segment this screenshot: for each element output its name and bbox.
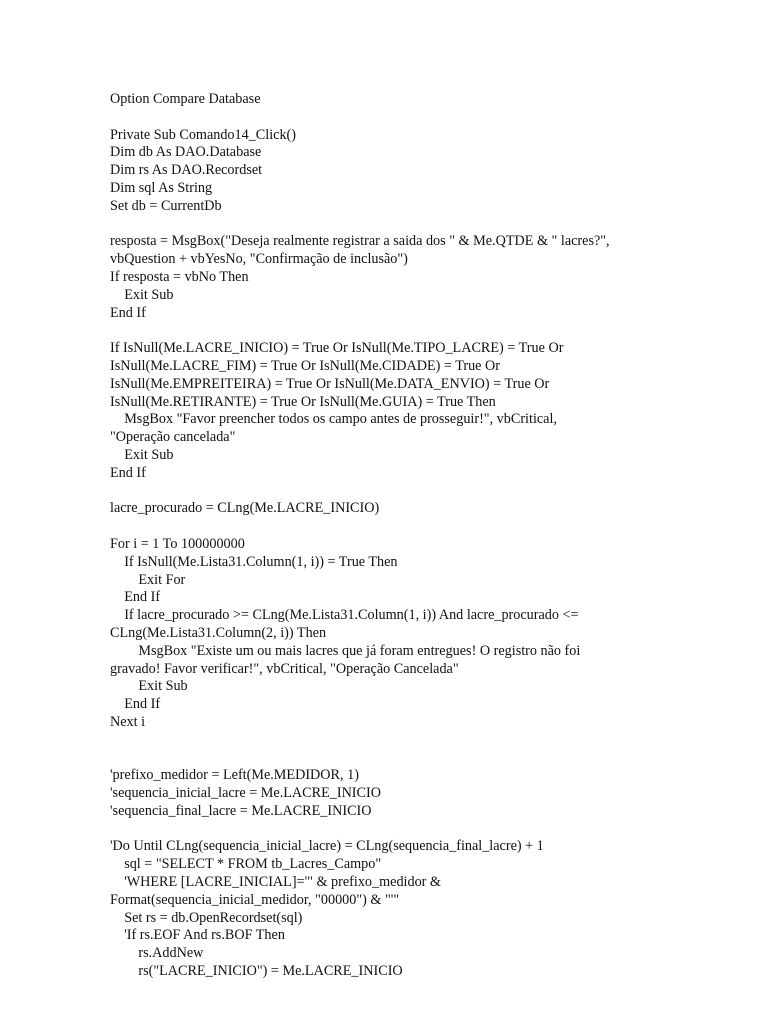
code-line: If lacre_procurado >= CLng(Me.Lista31.Column(1, i)) And lacre_procurado <= (110, 607, 579, 624)
code-line (110, 749, 670, 767)
code-line: 'prefixo_medidor = Left(Me.MEDIDOR, 1) (110, 767, 359, 784)
code-line: IsNull(Me.EMPREITEIRA) = True Or IsNull(Me.DATA_ENVIO) = True Or (110, 375, 550, 392)
code-line (110, 518, 670, 536)
code-line: For i = 1 To 100000000 (110, 535, 245, 552)
code-line: CLng(Me.Lista31.Column(2, i)) Then (110, 624, 327, 641)
code-line: 'If rs.EOF And rs.BOF Then (110, 927, 285, 944)
code-line: 'Do Until CLng(sequencia_inicial_lacre) = CLng(sequencia_final_lacre) + 1 (110, 838, 544, 855)
code-line: If IsNull(Me.Lista31.Column(1, i)) = True Then (110, 553, 398, 570)
code-line: Exit Sub (110, 678, 188, 695)
code-line: resposta = MsgBox("Deseja realmente registrar a saida dos " & Me.QTDE & " lacres?", (110, 233, 610, 250)
code-line: IsNull(Me.LACRE_FIM) = True Or IsNull(Me.CIDADE) = True Or (110, 357, 500, 374)
code-line (110, 732, 670, 750)
code-line: End If (110, 589, 161, 606)
code-line: MsgBox "Existe um ou mais lacres que já foram entregues! O registro não foi (110, 642, 581, 659)
code-line: If resposta = vbNo Then (110, 268, 249, 285)
code-line (110, 216, 670, 234)
code-line: End If (110, 304, 146, 321)
code-line: rs.AddNew (110, 945, 204, 962)
code-line: 'WHERE [LACRE_INICIAL]='" & prefixo_medidor & (110, 874, 441, 891)
code-line: Next i (110, 713, 146, 730)
code-line (110, 109, 670, 127)
code-line: Format(sequencia_inicial_medidor, "00000") & "'" (110, 891, 400, 908)
code-line: Exit Sub (110, 446, 174, 463)
code-line: Option Compare Database (110, 91, 261, 107)
code-line: MsgBox "Favor preencher todos os campo antes de prosseguir!", vbCritical, (110, 411, 557, 428)
code-line (110, 821, 670, 839)
code-line: End If (110, 464, 146, 481)
code-line: 'sequencia_inicial_lacre = Me.LACRE_INICIO (110, 785, 381, 802)
code-line: Private Sub Comando14_Click() (110, 126, 296, 143)
code-line: lacre_procurado = CLng(Me.LACRE_INICIO) (110, 500, 380, 517)
code-line: sql = "SELECT * FROM tb_Lacres_Campo" (110, 856, 382, 873)
code-line: IsNull(Me.RETIRANTE) = True Or IsNull(Me.GUIA) = True Then (110, 393, 496, 410)
code-line: If IsNull(Me.LACRE_INICIO) = True Or IsNull(Me.TIPO_LACRE) = True Or (110, 340, 564, 357)
code-line: "Operação cancelada" (110, 429, 236, 446)
code-line: Exit For (110, 571, 186, 588)
code-line: Dim db As DAO.Database (110, 144, 262, 161)
code-line (110, 322, 670, 340)
code-line: Dim sql As String (110, 179, 213, 196)
code-line: Set rs = db.OpenRecordset(sql) (110, 909, 303, 926)
code-line: 'sequencia_final_lacre = Me.LACRE_INICIO (110, 802, 372, 819)
code-line (110, 483, 670, 501)
code-line: Exit Sub (110, 286, 174, 303)
code-line: gravado! Favor verificar!", vbCritical, "Operação Cancelada" (110, 660, 459, 677)
code-line: rs("LACRE_INICIO") = Me.LACRE_INICIO (110, 963, 403, 980)
code-line: Dim rs As DAO.Recordset (110, 162, 263, 179)
code-line: End If (110, 696, 161, 713)
code-line: Set db = CurrentDb (110, 197, 222, 214)
code-line: vbQuestion + vbYesNo, "Confirmação de inclusão") (110, 251, 408, 268)
code-text-block (110, 91, 670, 981)
